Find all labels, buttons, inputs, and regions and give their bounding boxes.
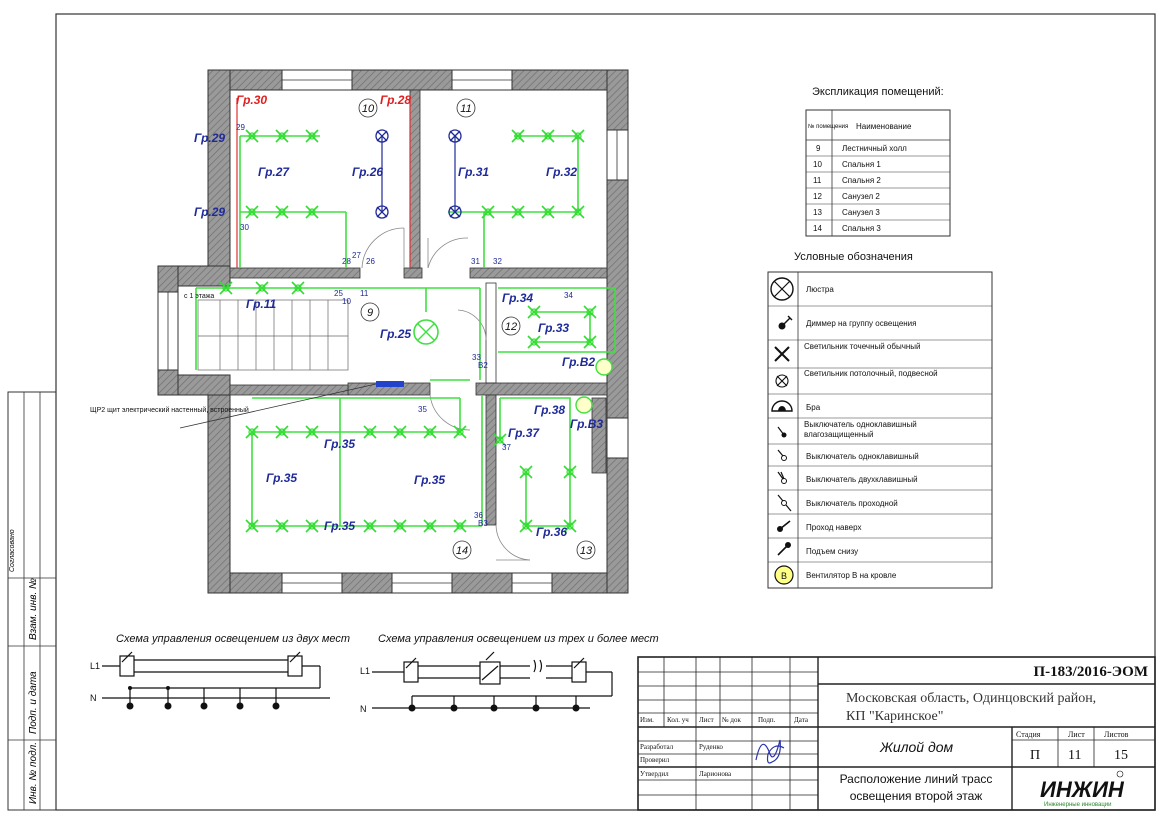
- legend-table: [768, 251, 992, 588]
- switch-number: 35: [418, 405, 427, 414]
- room-num: 9: [816, 144, 821, 153]
- group-label: Гр.25: [380, 327, 412, 341]
- legend-label: Вентилятор В на кровле: [806, 571, 897, 580]
- group-labels: [194, 93, 603, 539]
- group-label: Гр.29: [194, 131, 226, 145]
- legend-label: Выключатель одноклавишный: [806, 452, 919, 461]
- switch-number: 10: [342, 297, 351, 306]
- room-name: Спальня 1: [842, 160, 881, 169]
- switch-number: 34: [564, 291, 573, 300]
- sheets-label: Листов: [1104, 730, 1129, 739]
- stage-value: П: [1030, 748, 1041, 763]
- scheme-three-places: [360, 633, 659, 714]
- location-line1: Московская область, Одинцовский район,: [846, 691, 1097, 706]
- pass-up-icon: [777, 521, 790, 532]
- switch-number: 11: [360, 289, 369, 298]
- group-label: Гр.11: [246, 297, 277, 311]
- n-label: N: [90, 693, 97, 703]
- room-name: Лестничный холл: [842, 144, 907, 153]
- switch-number: 27: [352, 251, 361, 260]
- hdr-list: Лист: [699, 716, 714, 724]
- room-num: 11: [813, 176, 822, 185]
- group-label: Гр.35: [266, 471, 298, 485]
- group-label: Гр.36: [536, 525, 568, 539]
- room-name: Спальня 3: [842, 224, 881, 233]
- room-name: Спальня 2: [842, 176, 881, 185]
- dimmer-icon: [779, 316, 793, 330]
- group-label: Гр.38: [534, 403, 566, 417]
- title-block: [638, 657, 1155, 810]
- switch-number: В3: [478, 519, 488, 528]
- switch-numbers: [236, 123, 573, 528]
- stamp-inv-label: Инв. № подл.: [28, 741, 39, 804]
- scheme-two-places: [90, 633, 350, 710]
- legend-label: Выключатель одноклавишный влагозащищенный: [804, 420, 917, 439]
- group-label: Гр.В2: [562, 355, 596, 369]
- building-name: Жилой дом: [880, 739, 954, 755]
- switch-number: 28: [342, 257, 351, 266]
- switch-number: 29: [236, 123, 245, 132]
- hdr-date: Дата: [794, 716, 808, 724]
- col-name-header: Наименование: [856, 122, 912, 131]
- room-10-label: 10: [361, 103, 375, 115]
- room-name: Санузел 2: [842, 192, 880, 201]
- room-12-label: 12: [504, 321, 518, 333]
- col-number-header: № помещения: [808, 124, 849, 130]
- switch-number: 30: [240, 223, 249, 232]
- single-switch-waterproof-icon: [778, 427, 787, 438]
- room-num: 13: [813, 208, 822, 217]
- stage-label: Стадия: [1016, 730, 1041, 739]
- group-label: Гр.27: [258, 165, 290, 179]
- group-label: Гр.26: [352, 165, 384, 179]
- drawing-title-line1: Расположение линий трасс: [839, 772, 993, 786]
- fan-icon: [596, 359, 612, 375]
- n-label: N: [360, 704, 367, 714]
- red-route: [237, 98, 410, 268]
- room-num: 10: [813, 160, 822, 169]
- switch-number: В2: [478, 361, 488, 370]
- signature: [756, 740, 784, 763]
- explication-title: Экспликация помещений:: [812, 86, 944, 98]
- room-13-label: 13: [579, 545, 593, 557]
- location-line2: КП "Каринское": [846, 709, 944, 724]
- electrical-panel: [376, 381, 404, 387]
- switch-number: 26: [366, 257, 375, 266]
- legend-label: Люстра: [806, 285, 834, 294]
- group-label: Гр.35: [324, 519, 356, 533]
- switch-number: 33: [472, 353, 481, 362]
- role-label: Разработал: [640, 743, 674, 751]
- ceiling-pendant-light-icon: [776, 375, 788, 387]
- group-label: Гр.32: [546, 165, 578, 179]
- legend-label: Подъем снизу: [806, 547, 859, 556]
- room-num: 14: [813, 224, 822, 233]
- switch-number: 31: [471, 257, 480, 266]
- hdr-sign: Подп.: [758, 716, 776, 724]
- legend-label: Светильник потолочный, подвесной: [804, 369, 938, 378]
- legend-title: Условные обозначения: [794, 251, 913, 263]
- legend-label: Выключатель проходной: [806, 499, 898, 508]
- room-num: 12: [813, 192, 822, 201]
- hdr-izm: Изм.: [640, 716, 654, 724]
- legend-label: Светильник точечный обычный: [804, 342, 921, 351]
- switch-number: 36: [474, 511, 483, 520]
- scheme-two-title: Схема управления освещением из двух мест: [116, 633, 351, 645]
- hdr-doc: № док: [722, 716, 741, 724]
- role-label: Проверил: [640, 756, 670, 764]
- group-label: Гр.35: [324, 437, 356, 451]
- svg-text:В: В: [781, 571, 788, 581]
- panel-note: ЩР2 щит электрический настенный, встроенный: [90, 407, 249, 414]
- legend-label: Выключатель двухклавишный: [806, 475, 918, 484]
- stamp-agreed-label: Согласовано: [9, 529, 16, 572]
- group-label: Гр.30: [236, 93, 268, 107]
- room-11-label: 11: [460, 103, 472, 115]
- side-stamp: [8, 392, 56, 810]
- company-logo: [1040, 771, 1125, 808]
- room-name: Санузел 3: [842, 208, 880, 217]
- role-label: Утвердил: [640, 770, 669, 778]
- sheets-total: 15: [1114, 748, 1128, 763]
- svg-text:ИНЖИН: ИНЖИН: [1040, 777, 1124, 802]
- switch-number: 32: [493, 257, 502, 266]
- scheme-three-title: Схема управления освещением из трех и более мест: [378, 633, 659, 645]
- switch-number: 25: [334, 289, 343, 298]
- group-label: Гр.33: [538, 321, 570, 335]
- spot-light-icon: [775, 347, 789, 361]
- fan-icon: [775, 566, 793, 584]
- switch-number: 37: [502, 443, 511, 452]
- legend-label: Бра: [806, 403, 821, 412]
- stamp-sign-label: Подп. и дата: [28, 671, 39, 734]
- drawing-code: П-183/2016-ЭОМ: [1033, 664, 1148, 680]
- pass-through-switch-icon: [778, 495, 791, 511]
- hdr-kol: Кол. уч: [667, 716, 689, 724]
- wall-sconce-icon: [772, 401, 792, 411]
- sheet-label: Лист: [1068, 730, 1085, 739]
- group-label: Гр.35: [414, 473, 446, 487]
- l1-label: L1: [90, 661, 101, 671]
- group-label: Гр.37: [508, 426, 540, 440]
- group-label: Гр.28: [380, 93, 412, 107]
- double-switch-icon: [778, 472, 787, 484]
- svg-text:Инженерные инновации: Инженерные инновации: [1044, 802, 1112, 808]
- single-switch-icon: [778, 450, 787, 461]
- rise-from-below-icon: [778, 542, 791, 555]
- room-9-label: 9: [366, 307, 374, 319]
- stair-note: с 1 этажа: [184, 293, 215, 300]
- fan-icon: [576, 397, 592, 413]
- role-name: Ларионова: [699, 770, 732, 778]
- role-name: Руденко: [699, 743, 723, 751]
- group-label: Гр.31: [458, 165, 490, 179]
- group-label: Гр.В3: [570, 417, 604, 431]
- l1-label: L1: [360, 666, 371, 676]
- explication-table: [806, 86, 950, 236]
- sheet-number: 11: [1068, 748, 1082, 763]
- legend-label: Проход наверх: [806, 523, 862, 532]
- chandelier-icon: [771, 278, 793, 300]
- floor-plan: [90, 70, 628, 593]
- stamp-replace-label: Взам. инв. №: [28, 578, 39, 640]
- legend-label: Диммер на группу освещения: [806, 319, 917, 328]
- drawing-title-line2: освещения второй этаж: [849, 789, 983, 803]
- room-14-label: 14: [455, 545, 469, 557]
- group-label: Гр.29: [194, 205, 226, 219]
- group-label: Гр.34: [502, 291, 534, 305]
- chandelier-icon: [414, 320, 438, 344]
